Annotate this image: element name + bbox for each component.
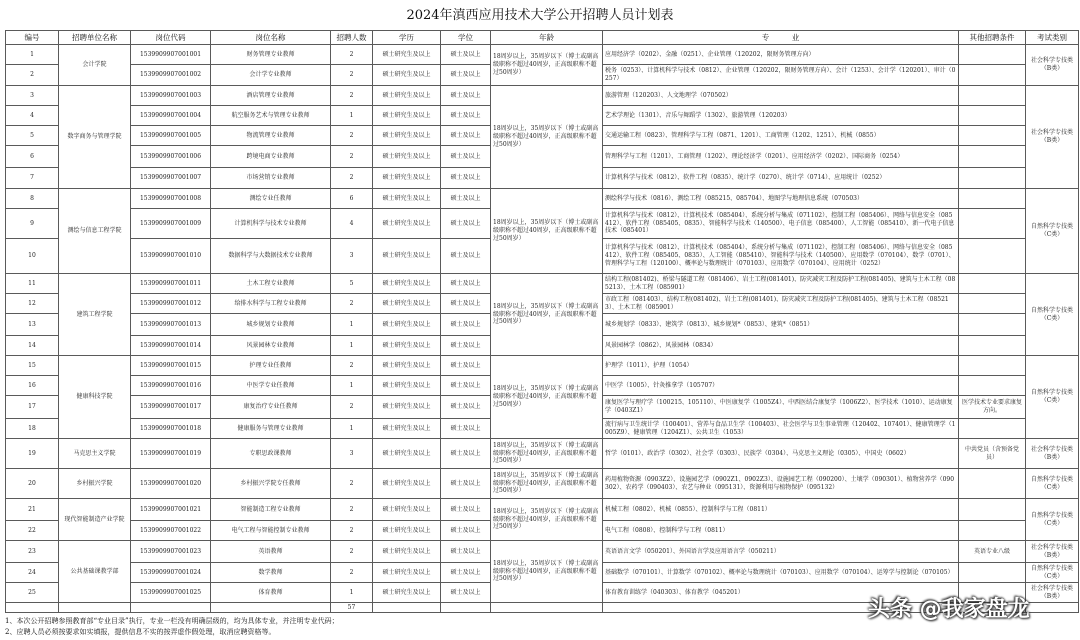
cell-count: 2 xyxy=(331,499,373,521)
cell-major: 康复医学与理疗学（100215、105110）、中医康复学（1005Z4）、中西医结合康复学（1006Z2）、医学技术（1010）、运动康复学（0403Z1） xyxy=(603,396,959,419)
cell-empty xyxy=(211,603,331,613)
cell-post: 城乡规划专业教师 xyxy=(211,314,331,336)
cell-exam: 自然科学专技类（C类） xyxy=(1026,499,1079,541)
cell-other xyxy=(959,521,1026,541)
cell-post: 风景园林专业教师 xyxy=(211,336,331,356)
header-degree: 学位 xyxy=(441,31,491,45)
cell-exam: 自然科学专技类（C类） xyxy=(1026,274,1079,356)
cell-major: 税务（0253）、计算机科学与技术（0812）、企业管理（120202，限财务管理方向）、会计（1253）、会计学（120201）、审计（0257） xyxy=(603,65,959,86)
cell-post: 智能制造工程专业教师 xyxy=(211,499,331,521)
cell-edu: 硕士研究生及以上 xyxy=(373,274,441,294)
cell-unit: 测绘与信息工程学院 xyxy=(59,189,131,274)
cell-count: 2 xyxy=(331,45,373,65)
cell-other xyxy=(959,209,1026,239)
cell-code: 1539909907001008 xyxy=(131,189,211,209)
cell-post: 土木工程专业教师 xyxy=(211,274,331,294)
table-row xyxy=(6,541,1079,563)
cell-post: 跨境电商专业教师 xyxy=(211,146,331,168)
cell-post: 数学教师 xyxy=(211,563,331,583)
cell-no: 25 xyxy=(6,583,59,603)
cell-degree: 硕士及以上 xyxy=(441,396,491,419)
cell-other xyxy=(959,168,1026,189)
cell-major: 管理科学与工程（1201）、工商管理（1202）、理论经济学（0201）、应用经济学（0202）、国际商务（0254） xyxy=(603,146,959,168)
cell-edu: 硕士研究生及以上 xyxy=(373,106,441,126)
cell-empty xyxy=(59,603,131,613)
cell-empty xyxy=(441,603,491,613)
header-exam: 考试类别 xyxy=(1026,31,1079,45)
cell-major: 药用植物资源（0903Z2）、设施园艺学（0902Z1、0902Z3）、设施园艺工程（090200）、土壤学（090301）、植物营养学（090302）、农药学（090403）、农艺与种业（095131）、资源利用与植物保护（095132） xyxy=(603,469,959,499)
cell-edu: 硕士研究生及以上 xyxy=(373,439,441,469)
cell-code: 1539909907001011 xyxy=(131,274,211,294)
cell-edu: 硕士研究生及以上 xyxy=(373,396,441,419)
cell-count: 2 xyxy=(331,541,373,563)
cell-other xyxy=(959,45,1026,65)
cell-major: 旅游管理（120203）、人文地理学（070502） xyxy=(603,86,959,106)
cell-no: 10 xyxy=(6,239,59,274)
cell-edu: 硕士研究生及以上 xyxy=(373,419,441,439)
cell-count: 2 xyxy=(331,126,373,146)
cell-degree: 硕士及以上 xyxy=(441,376,491,396)
cell-code: 1539909907001016 xyxy=(131,376,211,396)
cell-count: 1 xyxy=(331,419,373,439)
cell-exam: 社会科学专技类（B类） xyxy=(1026,45,1079,86)
cell-no: 18 xyxy=(6,419,59,439)
header-edu: 学历 xyxy=(373,31,441,45)
cell-age: 18周岁以上，35周岁以下（博士或副高级职称不超过40周岁，正高级职称不超过50周岁） xyxy=(491,469,603,499)
cell-post: 护理专业任教师 xyxy=(211,356,331,376)
cell-no: 9 xyxy=(6,209,59,239)
cell-post: 健康服务与管理专业教师 xyxy=(211,419,331,439)
cell-code: 1539909907001024 xyxy=(131,563,211,583)
cell-code: 1539909907001018 xyxy=(131,419,211,439)
cell-no: 12 xyxy=(6,294,59,314)
cell-count: 2 xyxy=(331,469,373,499)
cell-post: 航空服务艺术与管理专业教师 xyxy=(211,106,331,126)
cell-count: 6 xyxy=(331,189,373,209)
cell-age: 18周岁以上，35周岁以下（博士或副高级职称不超过40周岁，正高级职称不超过50周岁） xyxy=(491,499,603,541)
cell-empty xyxy=(373,603,441,613)
cell-edu: 硕士研究生及以上 xyxy=(373,336,441,356)
cell-no: 17 xyxy=(6,396,59,419)
cell-degree: 硕士及以上 xyxy=(441,469,491,499)
cell-post: 数据科学与大数据技术专业教师 xyxy=(211,239,331,274)
cell-post: 电气工程与智能控制专业教师 xyxy=(211,521,331,541)
cell-post: 专职思政课教师 xyxy=(211,439,331,469)
cell-major: 测绘科学与技术（0816）、测绘工程（085215、085704）、地图学与地理信息系统（070503） xyxy=(603,189,959,209)
cell-major: 体育教育训练学（040303）、体育教学（045201） xyxy=(603,583,959,603)
cell-other xyxy=(959,106,1026,126)
header-count: 招聘人数 xyxy=(331,31,373,45)
cell-major: 基础数学（070101）、计算数学（070102）、概率论与数理统计（070103）、应用数学（070104）、运筹学与控制论（070105） xyxy=(603,563,959,583)
cell-degree: 硕士及以上 xyxy=(441,419,491,439)
cell-count: 2 xyxy=(331,356,373,376)
cell-code: 1539909907001006 xyxy=(131,146,211,168)
cell-count: 2 xyxy=(331,146,373,168)
cell-unit: 乡村振兴学院 xyxy=(59,469,131,499)
cell-empty xyxy=(6,603,59,613)
cell-degree: 硕士及以上 xyxy=(441,126,491,146)
cell-major: 流行病与卫生统计学（100401）、营养与食品卫生学（100403）、社会医学与卫生事业管理（120402、107401）、健康管理学（1005Z9）、健康管理（1204Z1）、公共卫生（1053） xyxy=(603,419,959,439)
cell-other xyxy=(959,314,1026,336)
cell-edu: 硕士研究生及以上 xyxy=(373,168,441,189)
cell-other: 医学技术专业要求康复方向。 xyxy=(959,396,1026,419)
cell-unit: 公共基础课教学部 xyxy=(59,541,131,603)
cell-other xyxy=(959,126,1026,146)
cell-count: 2 xyxy=(331,168,373,189)
cell-major: 机械工程（0802）、机械（0855）、控制科学与工程（0811） xyxy=(603,499,959,521)
recruitment-plan-table xyxy=(5,30,1079,613)
cell-other xyxy=(959,294,1026,314)
cell-degree: 硕士及以上 xyxy=(441,189,491,209)
cell-edu: 硕士研究生及以上 xyxy=(373,541,441,563)
cell-exam: 自然科学专技类（C类） xyxy=(1026,189,1079,274)
cell-exam: 自然科学专技类（C类） xyxy=(1026,356,1079,439)
cell-degree: 硕士及以上 xyxy=(441,499,491,521)
cell-unit: 数字商务与管理学院 xyxy=(59,86,131,189)
cell-edu: 硕士研究生及以上 xyxy=(373,86,441,106)
cell-code: 1539909907001021 xyxy=(131,499,211,521)
cell-post: 财务管理专业教师 xyxy=(211,45,331,65)
cell-major: 艺术学理论（1301）、音乐与舞蹈学（1302）、旅游管理（120203） xyxy=(603,106,959,126)
cell-other xyxy=(959,189,1026,209)
cell-post: 康复治疗专业任教师 xyxy=(211,396,331,419)
cell-edu: 硕士研究生及以上 xyxy=(373,126,441,146)
cell-unit: 会计学院 xyxy=(59,45,131,86)
cell-no: 16 xyxy=(6,376,59,396)
table-header-row xyxy=(6,31,1079,45)
cell-code: 1539909907001003 xyxy=(131,86,211,106)
cell-exam: 自然科学专技类（C类） xyxy=(1026,469,1079,499)
cell-degree: 硕士及以上 xyxy=(441,86,491,106)
cell-count: 3 xyxy=(331,239,373,274)
cell-edu: 硕士研究生及以上 xyxy=(373,583,441,603)
cell-empty xyxy=(491,603,603,613)
cell-code: 1539909907001012 xyxy=(131,294,211,314)
cell-other xyxy=(959,274,1026,294)
cell-count: 2 xyxy=(331,294,373,314)
cell-degree: 硕士及以上 xyxy=(441,563,491,583)
cell-other xyxy=(959,419,1026,439)
cell-no: 2 xyxy=(6,65,59,86)
table-row xyxy=(6,499,1079,521)
cell-degree: 硕士及以上 xyxy=(441,168,491,189)
cell-code: 1539909907001005 xyxy=(131,126,211,146)
cell-edu: 硕士研究生及以上 xyxy=(373,45,441,65)
cell-degree: 硕士及以上 xyxy=(441,209,491,239)
cell-unit: 现代智能制造产业学院 xyxy=(59,499,131,541)
footnotes xyxy=(5,616,905,638)
cell-edu: 硕士研究生及以上 xyxy=(373,314,441,336)
cell-other: 英语专业八级 xyxy=(959,541,1026,563)
cell-edu: 硕士研究生及以上 xyxy=(373,239,441,274)
cell-code: 1539909907001010 xyxy=(131,239,211,274)
cell-exam: 社会科学专技类（B类） xyxy=(1026,439,1079,469)
cell-post: 体育教师 xyxy=(211,583,331,603)
cell-major: 交通运输工程（0823）、管理科学与工程（0871、1201）、工商管理（1202、1251）、机械（0855） xyxy=(603,126,959,146)
cell-code: 1539909907001015 xyxy=(131,356,211,376)
cell-empty xyxy=(131,603,211,613)
table-row xyxy=(6,274,1079,294)
cell-no: 13 xyxy=(6,314,59,336)
cell-code: 1539909907001007 xyxy=(131,168,211,189)
cell-code: 1539909907001022 xyxy=(131,521,211,541)
cell-empty xyxy=(1026,603,1079,613)
cell-edu: 硕士研究生及以上 xyxy=(373,499,441,521)
cell-major: 哲学（0101）、政治学（0302）、社会学（0303）、民族学（0304）、马克思主义理论（0305）、中国史（0602） xyxy=(603,439,959,469)
table-row xyxy=(6,439,1079,469)
table-row xyxy=(6,189,1079,209)
cell-code: 1539909907001014 xyxy=(131,336,211,356)
cell-code: 1539909907001002 xyxy=(131,65,211,86)
cell-degree: 硕士及以上 xyxy=(441,146,491,168)
cell-major: 计算机科学与技术（0812）、计算机技术（085404）、系统分析与集成（071102）、控制工程（085406）、网络与信息安全（085412）、软件工程（085405、0835）、人工智能（085410）、智能科学与技术（140500）、应用数学（070104）、数学（0701）、管理科学与工程（120100）、概率论与数理统计（070103）、应用数学（070104）、应用统计（0252） xyxy=(603,239,959,274)
header-code: 岗位代码 xyxy=(131,31,211,45)
cell-age: 18周岁以上，35周岁以下（博士或副高级职称不超过40周岁，正高级职称不超过50周岁） xyxy=(491,86,603,189)
cell-degree: 硕士及以上 xyxy=(441,274,491,294)
cell-count: 1 xyxy=(331,376,373,396)
cell-unit: 马克思主义学院 xyxy=(59,439,131,469)
header-major: 专 业 xyxy=(603,31,959,45)
cell-age: 18周岁以上，35周岁以下（博士或副高级职称不超过40周岁，正高级职称不超过50周岁） xyxy=(491,45,603,86)
cell-exam: 社会科学专技类（B类） xyxy=(1026,583,1079,603)
table-row xyxy=(6,45,1079,65)
cell-post: 乡村振兴学院专任教师 xyxy=(211,469,331,499)
cell-edu: 硕士研究生及以上 xyxy=(373,209,441,239)
table-row xyxy=(6,469,1079,499)
cell-other xyxy=(959,239,1026,274)
cell-post: 会计学专业教师 xyxy=(211,65,331,86)
cell-post: 测绘专业任教师 xyxy=(211,189,331,209)
cell-degree: 硕士及以上 xyxy=(441,239,491,274)
cell-age: 18周岁以上，35周岁以下（博士或副高级职称不超过40周岁，正高级职称不超过50周岁） xyxy=(491,356,603,439)
cell-other xyxy=(959,469,1026,499)
cell-code: 1539909907001009 xyxy=(131,209,211,239)
cell-edu: 硕士研究生及以上 xyxy=(373,294,441,314)
cell-edu: 硕士研究生及以上 xyxy=(373,65,441,86)
cell-no: 15 xyxy=(6,356,59,376)
cell-no: 21 xyxy=(6,499,59,521)
header-no: 编号 xyxy=(6,31,59,45)
cell-exam: 社会科学专技类（B类） xyxy=(1026,541,1079,563)
cell-degree: 硕士及以上 xyxy=(441,294,491,314)
cell-major: 城乡规划学（0833）、建筑学（0813）、城乡规划*（0853）、建筑*（0851） xyxy=(603,314,959,336)
cell-age: 18周岁以上，35周岁以下（博士或副高级职称不超过40周岁，正高级职称不超过50周岁） xyxy=(491,439,603,469)
cell-no: 3 xyxy=(6,86,59,106)
table-row xyxy=(6,86,1079,106)
cell-count: 2 xyxy=(331,563,373,583)
cell-degree: 硕士及以上 xyxy=(441,541,491,563)
cell-code: 1539909907001019 xyxy=(131,439,211,469)
cell-major: 中医学（1005）、针灸推拿学（105707） xyxy=(603,376,959,396)
cell-exam: 自然科学专技类（C类） xyxy=(1026,563,1079,583)
cell-code: 1539909907001017 xyxy=(131,396,211,419)
cell-no: 8 xyxy=(6,189,59,209)
cell-no: 24 xyxy=(6,563,59,583)
cell-degree: 硕士及以上 xyxy=(441,314,491,336)
footnote-2: 2、应聘人员必须按要求如实填报，提供信息不实的按弄虚作假处理，取消应聘资格等。 xyxy=(5,628,276,636)
cell-other xyxy=(959,356,1026,376)
cell-code: 1539909907001023 xyxy=(131,541,211,563)
cell-count: 1 xyxy=(331,314,373,336)
cell-no: 11 xyxy=(6,274,59,294)
cell-exam: 社会科学专技类（B类） xyxy=(1026,86,1079,189)
cell-edu: 硕士研究生及以上 xyxy=(373,469,441,499)
cell-degree: 硕士及以上 xyxy=(441,439,491,469)
cell-edu: 硕士研究生及以上 xyxy=(373,376,441,396)
cell-no: 19 xyxy=(6,439,59,469)
cell-no: 20 xyxy=(6,469,59,499)
header-unit: 招聘单位名称 xyxy=(59,31,131,45)
cell-age: 18周岁以上，35周岁以下（博士或副高级职称不超过40周岁，正高级职称不超过50周岁） xyxy=(491,541,603,603)
cell-other xyxy=(959,146,1026,168)
cell-other xyxy=(959,65,1026,86)
cell-no: 4 xyxy=(6,106,59,126)
cell-major: 电气工程（0808）、控制科学与工程（0811） xyxy=(603,521,959,541)
cell-degree: 硕士及以上 xyxy=(441,356,491,376)
cell-major: 护理学（1011）、护理（1054） xyxy=(603,356,959,376)
cell-count: 5 xyxy=(331,274,373,294)
cell-major: 市政工程（081403）、结构工程(081402)、岩土工程(081401)、防灾减灾工程及防护工程(081405)、建筑与土木工程（085213）、土木工程（085901） xyxy=(603,294,959,314)
cell-edu: 硕士研究生及以上 xyxy=(373,356,441,376)
cell-major: 结构工程(081402)、桥梁与隧道工程（081406）、岩土工程(081401)、防灾减灾工程及防护工程(081405)、建筑与土木工程（085213）、土木工程（085901） xyxy=(603,274,959,294)
cell-count: 1 xyxy=(331,583,373,603)
cell-post: 给排水科学与工程专业教师 xyxy=(211,294,331,314)
cell-unit: 建筑工程学院 xyxy=(59,274,131,356)
cell-degree: 硕士及以上 xyxy=(441,336,491,356)
cell-post: 计算机科学与技术专业教师 xyxy=(211,209,331,239)
cell-count: 2 xyxy=(331,65,373,86)
total-count: 57 xyxy=(331,603,373,613)
cell-degree: 硕士及以上 xyxy=(441,45,491,65)
cell-no: 22 xyxy=(6,521,59,541)
header-post: 岗位名称 xyxy=(211,31,331,45)
cell-degree: 硕士及以上 xyxy=(441,583,491,603)
cell-other xyxy=(959,336,1026,356)
header-other: 其他招聘条件 xyxy=(959,31,1026,45)
cell-code: 1539909907001004 xyxy=(131,106,211,126)
cell-major: 计算机科学与技术（0812）、软件工程（0835）、统计学（0270）、统计学（0714）、应用统计（0252） xyxy=(603,168,959,189)
cell-other: 中共党员（含预备党员） xyxy=(959,439,1026,469)
cell-age: 18周岁以上，35周岁以下（博士或副高级职称不超过40周岁，正高级职称不超过50周岁） xyxy=(491,189,603,274)
cell-major: 计算机科学与技术（0812）、计算机技术（085404）、系统分析与集成（071102）、控制工程（085406）、网络与信息安全（085412）、软件工程（085405、0835）、智能科学与技术（140500）、电子信息（085400）、人工智能（085410）、新一代电子信息技术（085401） xyxy=(603,209,959,239)
footnote-1: 1、本次公开招聘参照教育部“专业目录”执行，专业一栏没有明确层级的，均为具体专业，并注明专业代码； xyxy=(5,617,339,625)
cell-code: 1539909907001001 xyxy=(131,45,211,65)
cell-no: 6 xyxy=(6,146,59,168)
cell-other xyxy=(959,499,1026,521)
watermark: 头条 @我家盘龙 xyxy=(868,597,1030,622)
cell-code: 1539909907001025 xyxy=(131,583,211,603)
cell-count: 2 xyxy=(331,396,373,419)
cell-post: 市场营销专业教师 xyxy=(211,168,331,189)
cell-degree: 硕士及以上 xyxy=(441,65,491,86)
cell-code: 1539909907001013 xyxy=(131,314,211,336)
cell-edu: 硕士研究生及以上 xyxy=(373,521,441,541)
cell-count: 4 xyxy=(331,209,373,239)
cell-no: 14 xyxy=(6,336,59,356)
cell-edu: 硕士研究生及以上 xyxy=(373,189,441,209)
cell-other xyxy=(959,563,1026,583)
cell-count: 1 xyxy=(331,106,373,126)
cell-edu: 硕士研究生及以上 xyxy=(373,563,441,583)
cell-other xyxy=(959,376,1026,396)
cell-other xyxy=(959,86,1026,106)
cell-no: 5 xyxy=(6,126,59,146)
cell-count: 2 xyxy=(331,521,373,541)
table-row xyxy=(6,356,1079,376)
cell-no: 1 xyxy=(6,45,59,65)
cell-count: 3 xyxy=(331,439,373,469)
cell-count: 2 xyxy=(331,86,373,106)
cell-age: 18周岁以上，35周岁以下（博士或副高级职称不超过40周岁，正高级职称不超过50周岁） xyxy=(491,274,603,356)
cell-no: 23 xyxy=(6,541,59,563)
cell-post: 中医学专业任教师 xyxy=(211,376,331,396)
cell-major: 英语语言文学（050201）、外国语言学及应用语言学（050211） xyxy=(603,541,959,563)
cell-major: 应用经济学（0202）、金融（0251）、企业管理（120202，限财务管理方向） xyxy=(603,45,959,65)
cell-post: 物流管理专业教师 xyxy=(211,126,331,146)
cell-edu: 硕士研究生及以上 xyxy=(373,146,441,168)
header-age: 年龄 xyxy=(491,31,603,45)
cell-unit: 健康科技学院 xyxy=(59,356,131,439)
cell-code: 1539909907001020 xyxy=(131,469,211,499)
cell-post: 英语教师 xyxy=(211,541,331,563)
cell-degree: 硕士及以上 xyxy=(441,521,491,541)
cell-major: 风景园林学（0862）、风景园林（0834） xyxy=(603,336,959,356)
cell-degree: 硕士及以上 xyxy=(441,106,491,126)
cell-count: 1 xyxy=(331,336,373,356)
cell-post: 酒店管理专业教师 xyxy=(211,86,331,106)
cell-no: 7 xyxy=(6,168,59,189)
page-title: 2024年滇西应用技术大学公开招聘人员计划表 xyxy=(406,8,674,23)
